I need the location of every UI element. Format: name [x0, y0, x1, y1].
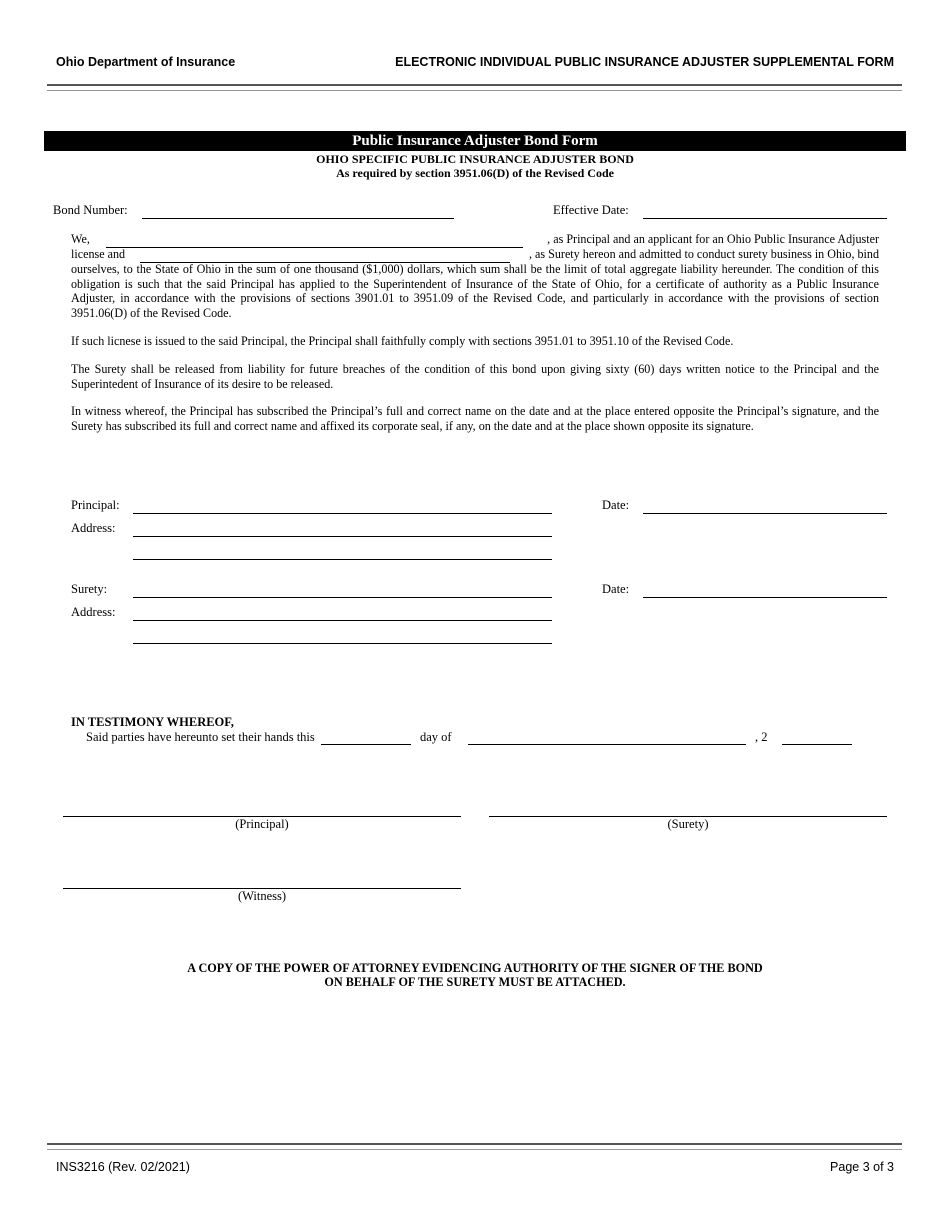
surety-name-field[interactable] [140, 247, 510, 263]
surety-date-field[interactable] [643, 582, 887, 598]
bond-number-field[interactable] [142, 203, 454, 219]
principal-date-label: Date: [602, 498, 630, 512]
bond-number-label: Bond Number: [53, 203, 128, 217]
power-of-attorney-notice-1: A COPY OF THE POWER OF ATTORNEY EVIDENCING AUTHORITY OF THE SIGNER OF THE BOND [187, 961, 763, 975]
witness-signature-caption: (Witness) [237, 889, 287, 903]
bond-condition-text: ourselves, to the State of Ohio in the sum of one thousand ($1,000) dollars, which sum shall be the limit of total aggregate liability hereunder. The condition of this obligation is such that the said Principal has applied to the Superintendent of Insurance of the State of Ohio, for a certificate of authority as a Public Insurance Adjuster, in accordance with the provisions of sections 3901.01 to 3951.09 of the Revised Code, and particularly in accordance with the provisions of section 3951.06(D) of the Revised Code. [71, 262, 879, 320]
we-label: We, [71, 232, 90, 246]
surety-field[interactable] [133, 582, 552, 598]
year-prefix: , 2 [755, 730, 768, 744]
compliance-paragraph [71, 334, 879, 349]
license-label: license and [71, 247, 126, 261]
principal-date-field[interactable] [643, 498, 887, 514]
testimony-month-field[interactable] [468, 730, 746, 745]
surety-address-line-1[interactable] [133, 605, 552, 621]
testimony-day-field[interactable] [321, 730, 411, 745]
header-agency: Ohio Department of Insurance [56, 55, 236, 69]
surety-label: Surety: [71, 582, 108, 596]
surety-address-line-2[interactable] [133, 628, 552, 644]
bond-condition-paragraph [71, 262, 879, 320]
witness-paragraph [71, 404, 879, 433]
effective-date-label: Effective Date: [553, 203, 629, 217]
header-divider [47, 84, 902, 91]
principal-signature-caption: (Principal) [235, 817, 289, 831]
compliance-text: If such licnese is issued to the said Principal, the Principal shall faithfully comply with sections 3951.01 to 3951.10 of the Revised Code. [71, 334, 734, 348]
testimony-text: Said parties have hereunto set their hands this [86, 730, 315, 744]
surety-date-label: Date: [602, 582, 630, 596]
principal-field[interactable] [133, 498, 552, 514]
testimony-heading: IN TESTIMONY WHEREOF, [71, 715, 234, 729]
day-of-label: day of [420, 730, 452, 744]
principal-clause: , as Principal and an applicant for an Ohio Public Insurance Adjuster [547, 232, 879, 246]
form-subtitle-section: As required by section 3951.06(D) of the Revised Code [336, 166, 614, 180]
witness-text: In witness whereof, the Principal has subscribed the Principal’s full and correct name on the date and at the place entered opposite the Principal’s signature, and the Surety has subscribed its full and correct name and affixed its corporate seal, if any, on the date and at the place shown opposite its signature. [71, 404, 879, 433]
principal-address-label: Address: [71, 521, 116, 535]
footer-divider [47, 1143, 902, 1150]
testimony-year-field[interactable] [782, 730, 852, 745]
principal-address-line-1[interactable] [133, 521, 552, 537]
release-paragraph [71, 362, 879, 391]
form-subtitle: OHIO SPECIFIC PUBLIC INSURANCE ADJUSTER BOND [316, 152, 634, 166]
release-text: The Surety shall be released from liability for future breaches of the condition of this bond upon giving sixty (60) days written notice to the Principal and the Superintedent of Insurance of its desire to be released. [71, 362, 879, 391]
effective-date-field[interactable] [643, 203, 887, 219]
surety-clause: , as Surety hereon and admitted to conduct surety business in Ohio, bind [529, 247, 879, 261]
footer-form-id: INS3216 (Rev. 02/2021) [56, 1160, 190, 1174]
footer-page-number: Page 3 of 3 [830, 1160, 894, 1174]
principal-address-line-2[interactable] [133, 544, 552, 560]
header-form-title: ELECTRONIC INDIVIDUAL PUBLIC INSURANCE ADJUSTER SUPPLEMENTAL FORM [395, 55, 894, 69]
principal-name-field[interactable] [106, 232, 523, 248]
power-of-attorney-notice-2: ON BEHALF OF THE SURETY MUST BE ATTACHED. [324, 975, 626, 989]
principal-label: Principal: [71, 498, 120, 512]
surety-address-label: Address: [71, 605, 116, 619]
form-title: Public Insurance Adjuster Bond Form [44, 131, 906, 151]
surety-signature-caption: (Surety) [667, 817, 709, 831]
